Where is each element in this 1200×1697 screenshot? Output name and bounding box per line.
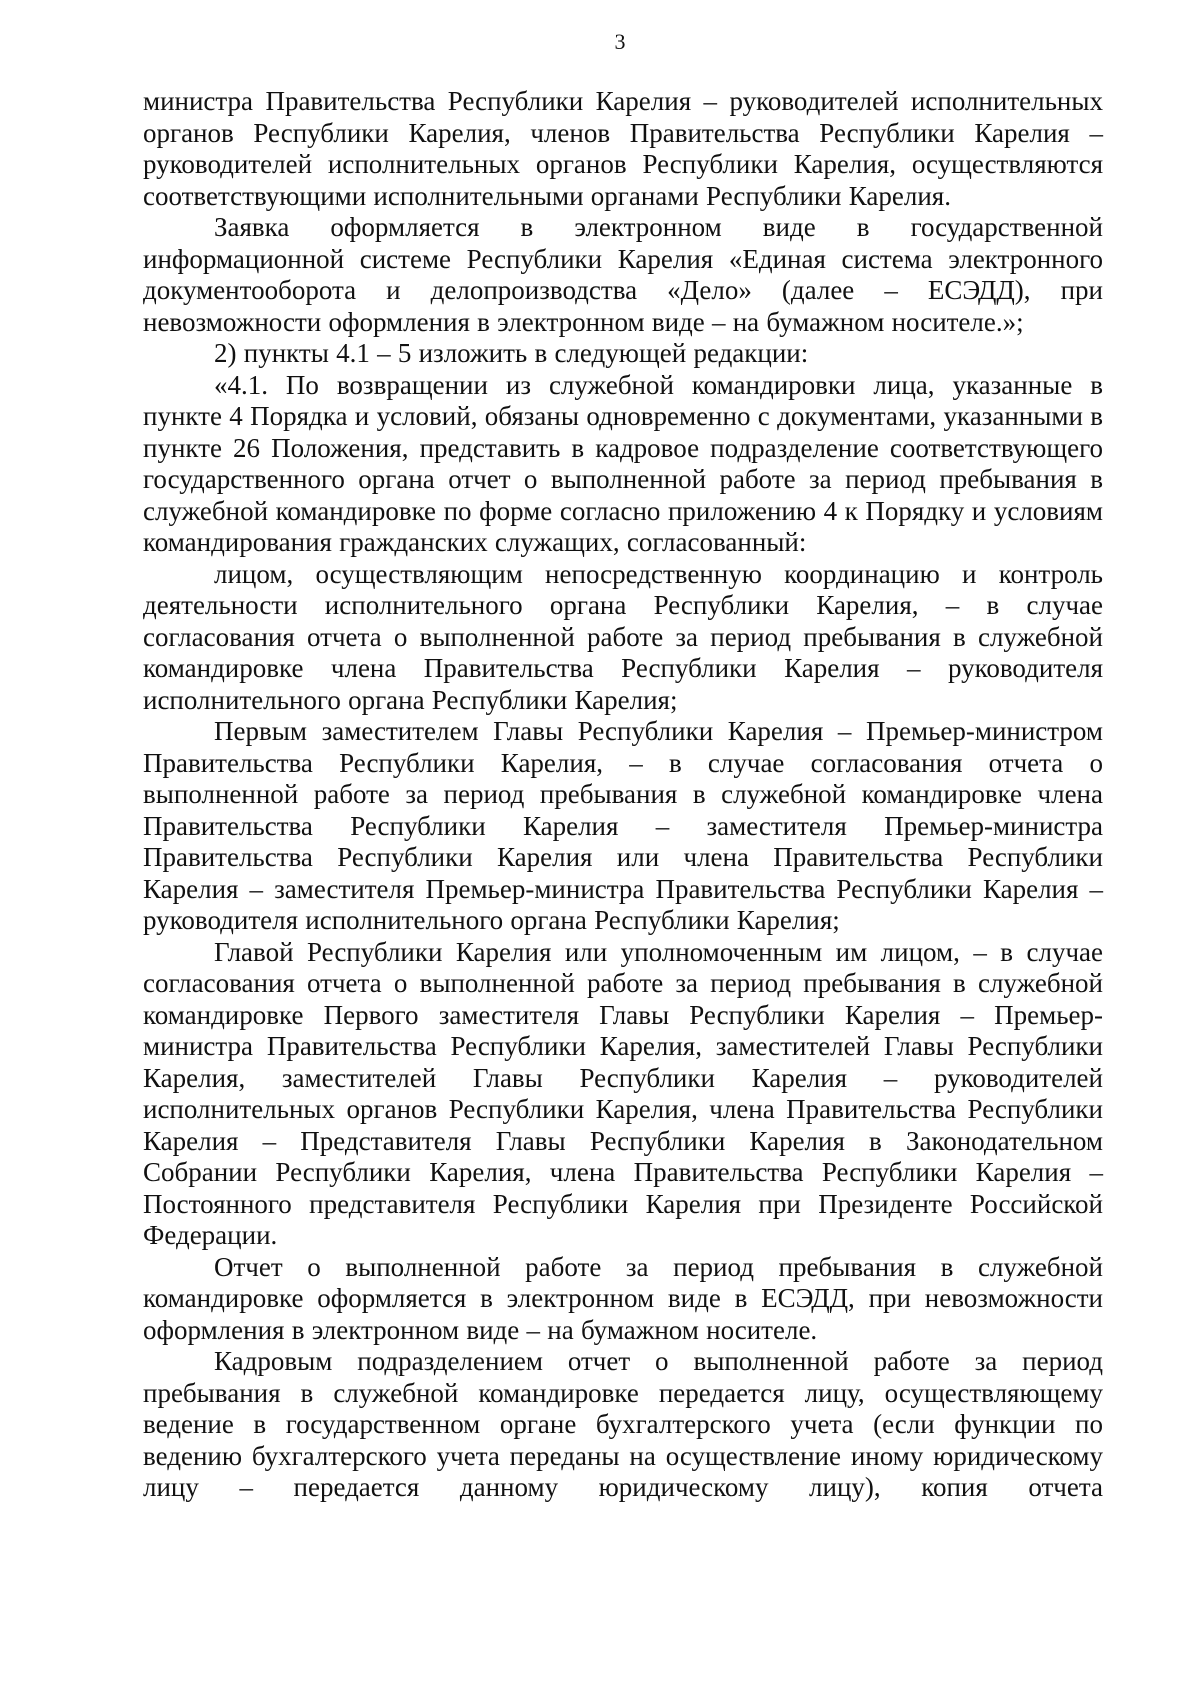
paragraph-report-format: Отчет о выполненной работе за период пребывания в служебной командировке оформляется в электронном виде в ЕСЭДД, при невозможности оформления в электронном виде – на бумажном носителе.	[143, 1251, 1103, 1345]
paragraph-ministers-continuation: министра Правительства Республики Карелия – руководителей исполнительных органов Республики Карелия, членов Правительства Республики Карелия – руководителей исполнительных органов Республики Карелия, осуществляются соответствующими исполнительными органами Республики Карелия.	[143, 86, 1103, 211]
document-body	[143, 86, 1103, 1504]
paragraph-amendment-item-2: 2) пункты 4.1 – 5 изложить в следующей редакции:	[214, 338, 809, 368]
paragraph-head-approval: Главой Республики Карелия или уполномоченным им лицом, – в случае согласования отчета о выполненной работе за период пребывания в служебной командировке Первого заместителя Главы Республики Карелия – Премьер-министра Правительства Республики Карелия, заместителей Главы Республики Карелия, заместителей Главы Республики Карелия – руководителей исполнительных органов Республики Карелия, члена Правительства Республики Карелия – Представителя Главы Республики Карелия в Законодательном Собрании Республики Карелия, члена Правительства Республики Карелия – Постоянного представителя Республики Карелия при Президенте Российской Федерации.	[143, 936, 1103, 1250]
paragraph-clause-4-1: «4.1. По возвращении из служебной командировки лица, указанные в пункте 4 Порядка и условий, обязаны одновременно с документами, указанными в пункте 26 Положения, представить в кадровое подразделение соответствующего государственного органа отчет о выполненной работе за период пребывания в служебной командировке по форме согласно приложению 4 к Порядку и условиям командирования гражданских служащих, согласованный:	[143, 369, 1103, 557]
paragraph-coordinator-approval: лицом, осуществляющим непосредственную координацию и контроль деятельности исполнительного органа Республики Карелия, – в случае согласования отчета о выполненной работе за период пребывания в служебной командировке члена Правительства Республики Карелия – руководителя исполнительного органа Республики Карелия;	[143, 558, 1103, 715]
paragraph-application-format: Заявка оформляется в электронном виде в государственной информационной системе Республики Карелия «Единая система электронного документооборота и делопроизводства «Дело» (далее – ЕСЭДД), при невозможности оформления в электронном виде – на бумажном носителе.»;	[143, 212, 1103, 337]
paragraph-report-transfer: Кадровым подразделением отчет о выполненной работе за период пребывания в служебной командировке передается лицу, осуществляющему ведение в государственном органе бухгалтерского учета (если функции по ведению бухгалтерского учета переданы на осуществление иному юридическому лицу – передается данному юридическому лицу), копия отчета	[143, 1346, 1103, 1502]
paragraph-first-deputy-approval: Первым заместителем Главы Республики Карелия – Премьер-министром Правительства Республики Карелия, – в случае согласования отчета о выполненной работе за период пребывания в служебной командировке члена Правительства Республики Карелия – заместителя Премьер-министра Правительства Республики Карелия или члена Правительства Республики Карелия – заместителя Премьер-министра Правительства Республики Карелия – руководителя исполнительного органа Республики Карелия;	[143, 716, 1103, 935]
page-number: 3	[614, 29, 626, 54]
